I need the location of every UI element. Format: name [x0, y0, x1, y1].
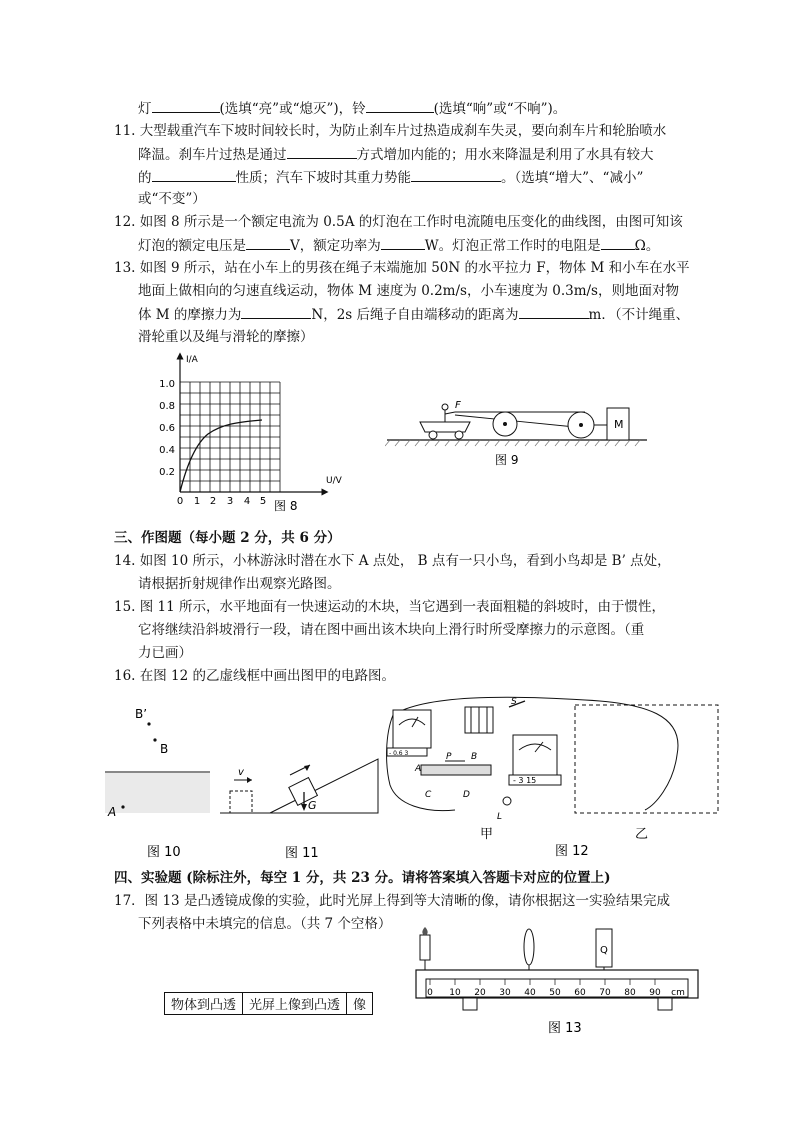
label-yi: 乙: [635, 827, 649, 842]
bench-foot: [463, 998, 477, 1010]
answer-blank[interactable]: [152, 98, 220, 113]
figure-9-caption: 图 9: [495, 453, 519, 467]
table-header-cell: 物体到凸透: [165, 993, 243, 1015]
label-jia: 甲: [480, 827, 494, 842]
q13-text: N，2s 后绳子自由端移动的距离为: [311, 307, 519, 323]
answer-blank[interactable]: [381, 235, 425, 250]
figure-9-diagram: [385, 398, 660, 470]
q13-line-3: [138, 304, 689, 325]
ammeter: [393, 710, 431, 748]
ruler-label: 60: [574, 988, 586, 998]
lamp: [503, 797, 511, 805]
y-tick: 1.0: [159, 379, 175, 390]
block-start: [230, 791, 252, 813]
q14-line-1: 14. 如图 10 所示，小林游泳时潜在水下 A 点处， B 点有一只小鸟，看到小鸟却是 B’ 点处，: [114, 553, 671, 569]
force-label: F: [455, 400, 461, 411]
figure-8-caption: 图 8: [274, 499, 298, 513]
q13-text: 体 M 的摩擦力为: [138, 307, 242, 323]
ruler-label: 50: [549, 988, 561, 998]
ruler-label: 40: [524, 988, 536, 998]
switch-label: S: [511, 697, 517, 707]
figure-11-diagram: [220, 755, 385, 865]
y-tick: 0.4: [159, 445, 175, 456]
q11-line-3: [138, 167, 643, 188]
boy-head: [442, 404, 448, 410]
ruler-label: 80: [624, 988, 636, 998]
answer-blank[interactable]: [246, 235, 290, 250]
block-label: M: [614, 418, 624, 431]
ammeter-scale: - 0.6 3: [389, 750, 409, 757]
q11-line-2: [138, 144, 654, 165]
label-b: B: [471, 752, 478, 762]
cart-body: [420, 422, 470, 432]
cart-wheel: [455, 431, 463, 439]
q11-text: 降温。刹车片过热是通过: [138, 147, 287, 163]
bench-foot: [658, 998, 672, 1010]
y-tick: 0.6: [159, 423, 175, 434]
ruler-label: 0: [427, 988, 433, 998]
q14-line-2: 请根据折射规律作出观察光路图。: [138, 576, 341, 592]
q15-line-3: 力已画）: [138, 645, 192, 661]
b-label: B: [160, 742, 169, 756]
rope-lower: [455, 415, 585, 428]
ruler-unit: cm: [671, 988, 685, 998]
y-tick: 0.8: [159, 401, 175, 412]
section-3-title: 三、作图题（每小题 2 分，共 6 分）: [114, 530, 341, 546]
q13-text: m．（不计绳重、: [588, 307, 690, 323]
q12-text: V，额定功率为: [290, 238, 381, 254]
q12-line-1: 12. 如图 8 所示是一个额定电流为 0.5A 的灯泡在工作时电流随电压变化的曲线图，由图可知该: [114, 214, 683, 230]
q11-text: 。（选填“增大”、“减小”: [501, 170, 644, 186]
answer-blank[interactable]: [601, 235, 635, 250]
q12-text: 灯泡的额定电压是: [138, 238, 246, 254]
answer-blank[interactable]: [241, 304, 311, 319]
q11-text: 的: [138, 170, 152, 186]
q11-line-4: 或“不变”）: [138, 191, 206, 207]
answer-blank[interactable]: [287, 144, 357, 159]
x-tick: 1: [193, 496, 201, 507]
q10-text-b: (选填“亮”或“熄灭”)，铃: [219, 101, 366, 117]
table-header-cell: 像: [347, 993, 373, 1015]
q12-text: Ω。: [634, 238, 660, 254]
q15-line-1: 15. 图 11 所示，水平地面有一快速运动的木块，当它遇到一表面粗糙的斜坡时，由于惯性，: [114, 599, 666, 615]
ruler-label: 20: [474, 988, 486, 998]
figure-8-graph: [150, 350, 360, 515]
candle: [420, 935, 430, 960]
q11-text: 性质；汽车下坡时其重力势能: [235, 170, 411, 186]
answer-blank[interactable]: [152, 167, 236, 182]
answer-box-yi[interactable]: [575, 705, 718, 813]
x-tick: 5: [259, 496, 267, 507]
grid: [180, 382, 280, 492]
figure-10-caption: 图 10: [147, 845, 181, 860]
x-tick: 0: [176, 496, 184, 507]
rheostat: [421, 765, 491, 775]
q10-text-a: 灯: [138, 101, 152, 117]
q11-text: 方式增加内能的；用水来降温是利用了水具有较大: [356, 147, 654, 163]
answer-blank[interactable]: [519, 304, 589, 319]
q13-line-1: 13. 如图 9 所示，站在小车上的男孩在绳子末端施加 50N 的水平拉力 F，物体 M 和小车在水平: [114, 260, 690, 276]
q10-text-c: (选填“响”或“不响”)。: [433, 101, 567, 117]
label-a: A: [415, 764, 422, 774]
convex-lens: [524, 929, 534, 965]
q16-line: 16. 在图 12 的乙虚线框中画出图甲的电路图。: [114, 668, 396, 684]
v-label: v: [238, 767, 244, 778]
table-row: [165, 993, 373, 1015]
q15-line-2: 它将继续沿斜坡滑行一段，请在图中画出该木块向上滑行时所受摩擦力的示意图。（重: [138, 622, 645, 638]
q13-line-4: 滑轮重以及绳与滑轮的摩擦）: [138, 329, 314, 345]
x-tick: 3: [226, 496, 234, 507]
label-l: L: [497, 812, 503, 822]
answer-blank[interactable]: [411, 167, 501, 182]
q11-line-1: 11. 大型载重汽车下坡时间较长时，为防止刹车片过热造成刹车失灵，要向刹车片和轮胎喷水: [114, 123, 667, 139]
cart-wheel: [429, 431, 437, 439]
q12-text: W。灯泡正常工作时的电阻是: [424, 238, 601, 254]
figure-12-diagram: [385, 695, 725, 865]
label-p: P: [446, 752, 452, 762]
label-c: C: [425, 790, 432, 800]
slope: [270, 759, 378, 813]
y-axis-label: I/A: [186, 355, 198, 365]
voltmeter: [513, 735, 557, 775]
b-prime-label: B’: [135, 707, 148, 721]
boy-arm: [445, 412, 455, 414]
a-label: A: [108, 805, 117, 819]
y-tick: 0.2: [159, 467, 175, 478]
x-axis-label: U/V: [326, 476, 342, 486]
q17-line-2: 下列表格中未填完的信息。（共 7 个空格）: [138, 916, 392, 932]
g-label: G: [308, 799, 317, 812]
water-body: [105, 773, 210, 813]
answer-blank[interactable]: [366, 98, 434, 113]
ruler-label: 70: [599, 988, 611, 998]
x-tick: 2: [209, 496, 217, 507]
figure-11-caption: 图 11: [285, 846, 319, 861]
voltmeter-scale: - 3 15: [513, 776, 537, 785]
ruler-label: 10: [449, 988, 461, 998]
q17-line-1: 17．图 13 是凸透镜成像的实验，此时光屏上得到等大清晰的像，请你根据这一实验结果完成: [114, 893, 670, 909]
flame: [422, 927, 427, 935]
ruler-label: 90: [649, 988, 661, 998]
q13-line-2: 地面上做相向的匀速直线运动，物体 M 速度为 0.2m/s，小车速度为 0.3m/s，则地面对物: [138, 283, 679, 299]
q12-line-2: [138, 235, 659, 256]
point-b: [153, 738, 156, 741]
section-4-title: 四、实验题 (除标注外，每空 1 分，共 23 分。请将答案填入答题卡对应的位置上): [114, 870, 611, 886]
point-a: [121, 805, 124, 808]
x-tick: 4: [243, 496, 251, 507]
lens-table: [164, 992, 373, 1015]
screen-image: Q: [600, 945, 608, 956]
point-b-prime: [147, 722, 150, 725]
q10-tail: [138, 98, 566, 119]
figure-10-diagram: [105, 700, 215, 865]
figure-12-caption: 图 12: [555, 844, 589, 859]
label-d: D: [463, 790, 470, 800]
table-clip: [164, 992, 400, 1015]
figure-13-diagram: [408, 925, 708, 1040]
figure-13-caption: 图 13: [548, 1021, 582, 1036]
table-header-cell: 光屏上像到凸透: [243, 993, 347, 1015]
ruler-label: 30: [499, 988, 511, 998]
